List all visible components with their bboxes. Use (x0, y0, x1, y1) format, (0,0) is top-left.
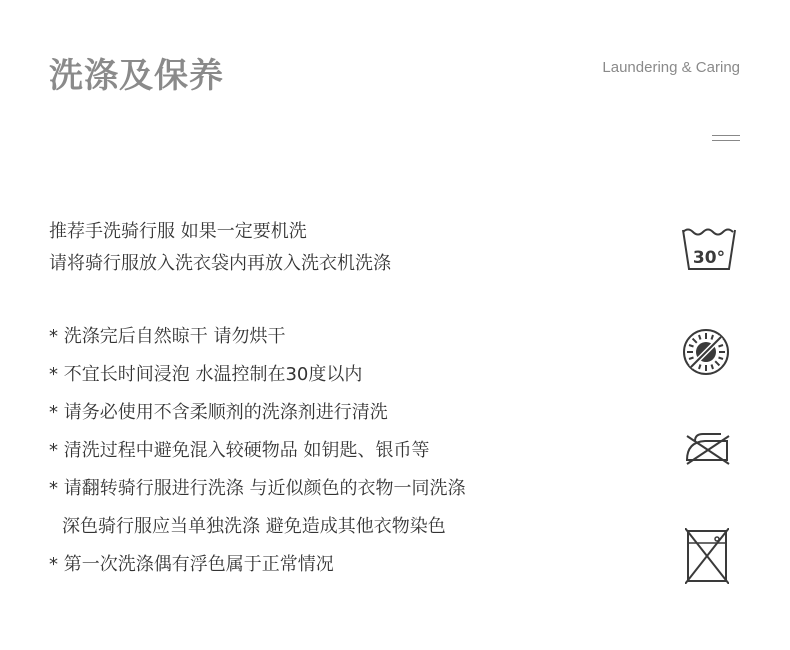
note-line: * 洗涤完后自然晾干 请勿烘干 (49, 326, 286, 347)
no-iron-icon (683, 428, 731, 468)
intro-text (49, 216, 391, 280)
no-tumble-dry-icon (682, 328, 730, 376)
decorative-lines-icon (712, 135, 740, 143)
note-line: * 第一次洗涤偶有浮色属于正常情况 (49, 554, 334, 575)
page-title: 洗涤及保养 (49, 56, 224, 96)
wash-temp-label: 30° (692, 248, 726, 268)
intro-line: 请将骑行服放入洗衣袋内再放入洗衣机洗涤 (49, 253, 391, 274)
note-line: * 请务必使用不含柔顺剂的洗涤剂进行清洗 (49, 402, 388, 423)
care-notes (49, 318, 465, 584)
wash-30-icon (681, 226, 737, 272)
note-line: * 不宜长时间浸泡 水温控制在30度以内 (49, 364, 363, 385)
note-line: * 请翻转骑行服进行洗涤 与近似颜色的衣物一同洗涤 (49, 478, 466, 499)
note-line: * 清洗过程中避免混入较硬物品 如钥匙、银币等 (49, 440, 430, 461)
no-dryer-icon (685, 528, 729, 584)
note-line: 深色骑行服应当单独洗涤 避免造成其他衣物染色 (62, 516, 446, 537)
intro-line: 推荐手洗骑行服 如果一定要机洗 (49, 221, 307, 242)
page-subtitle: Laundering & Caring (602, 59, 740, 76)
